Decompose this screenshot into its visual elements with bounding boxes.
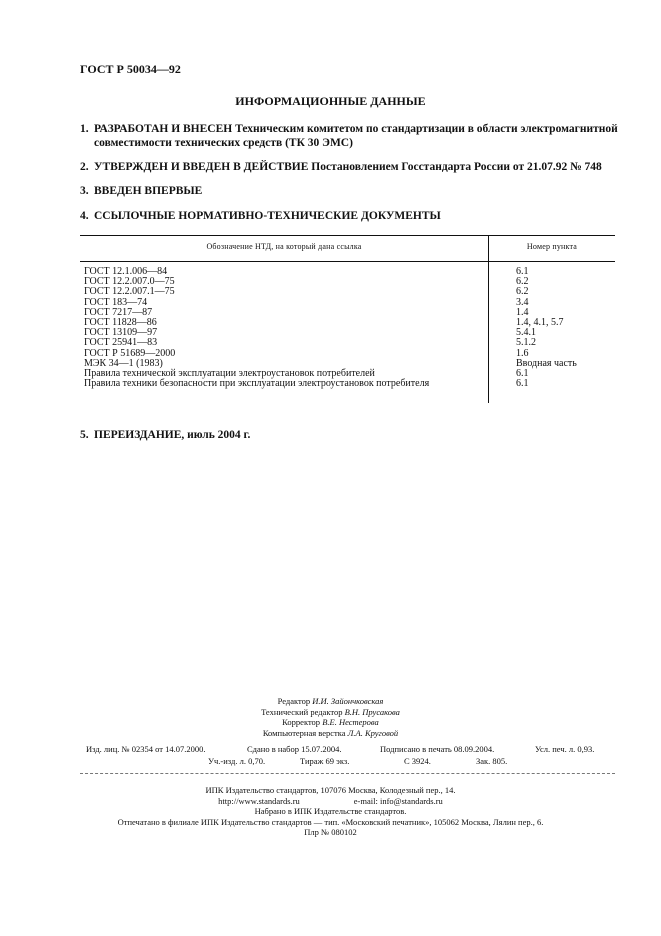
table-cell-designation: ГОСТ 13109—97 xyxy=(84,327,158,339)
info-item-2 xyxy=(80,160,620,174)
table-row xyxy=(84,298,615,308)
table-cell-clause: 5.1.2 xyxy=(516,337,536,349)
printed-note: Отпечатано в филиале ИПК Издательство стандартов — тип. «Московский печатник», 105062 Москва, Лялин пер., 6. xyxy=(117,816,544,827)
info-item-1 xyxy=(80,122,620,150)
item-number: 2. xyxy=(80,161,89,173)
credit-role: Корректор xyxy=(282,717,321,728)
pub-edition-sheets: Уч.-изд. л. 0,70. xyxy=(208,756,266,766)
pub-print-run: Тираж 69 экз. xyxy=(300,756,350,766)
table-cell-clause: 3.4 xyxy=(516,296,529,308)
pub-print-sheets: Усл. печ. л. 0,93. xyxy=(535,744,595,754)
item-lead: ССЫЛОЧНЫЕ НОРМАТИВНО-ТЕХНИЧЕСКИЕ ДОКУМЕНТЫ xyxy=(94,210,441,222)
table-cell-designation: ГОСТ 183—74 xyxy=(84,296,148,308)
document-code: ГОСТ Р 50034—92 xyxy=(80,62,181,76)
table-row xyxy=(84,338,615,348)
reference-table-body xyxy=(84,267,615,389)
table-cell-clause: 6.1 xyxy=(516,367,529,379)
table-cell-designation: ГОСТ 7217—87 xyxy=(84,306,153,318)
credit-tech-editor xyxy=(0,707,661,718)
pub-license: Изд. лиц. № 02354 от 14.07.2000. xyxy=(86,744,206,754)
item-lead: ВВЕДЕН ВПЕРВЫЕ xyxy=(94,185,203,197)
table-cell-clause: 1.4 xyxy=(516,306,529,318)
table-cell-designation: ГОСТ 11828—86 xyxy=(84,316,157,328)
credit-role: Редактор xyxy=(277,696,311,706)
table-cell-clause: 5.4.1 xyxy=(516,327,536,339)
credit-person: В.Е. Нестерова xyxy=(322,717,379,728)
table-header-rule xyxy=(80,261,615,262)
info-item-4 xyxy=(80,209,620,223)
credit-layout xyxy=(0,728,661,739)
credit-person: И.И. Зайончковская xyxy=(312,696,384,706)
pub-typeset-date: Сдано в набор 15.07.2004. xyxy=(247,744,342,754)
table-cell-clause: 6.2 xyxy=(516,286,529,298)
table-row xyxy=(84,379,615,389)
item-number: 4. xyxy=(80,210,89,222)
table-cell-designation: ГОСТ 12.2.007.1—75 xyxy=(84,286,175,298)
info-item-5 xyxy=(80,428,620,442)
table-cell-clause: Вводная часть xyxy=(516,357,577,369)
item-lead: ПЕРЕИЗДАНИЕ, июль 2004 г. xyxy=(94,429,251,441)
table-cell-designation: Правила техники безопасности при эксплуатации электроустановок потребителя xyxy=(84,378,430,390)
item-lead: РАЗРАБОТАН И ВНЕСЕН xyxy=(94,123,233,135)
table-cell-designation: ГОСТ Р 51689—2000 xyxy=(84,347,176,359)
pub-order: Зак. 805. xyxy=(476,756,508,766)
publisher-contacts xyxy=(0,796,661,807)
info-item-3 xyxy=(80,184,620,198)
table-cell-clause: 6.2 xyxy=(516,276,529,288)
publisher-address: ИПК Издательство стандартов, 107076 Москва, Колодезный пер., 14. xyxy=(205,785,456,795)
table-cell-designation: Правила технической эксплуатации электроустановок потребителей xyxy=(84,367,375,379)
pub-code: С 3924. xyxy=(404,756,431,766)
table-cell-clause: 1.4, 4.1, 5.7 xyxy=(516,316,564,328)
publisher-website: http://www.standards.ru xyxy=(218,795,300,806)
item-text: Постановлением Госстандарта России от 21.07.92 № 748 xyxy=(311,161,602,173)
credit-proofreader xyxy=(0,717,661,728)
credit-role: Технический редактор xyxy=(261,706,343,717)
table-cell-designation: ГОСТ 12.1.006—84 xyxy=(84,266,168,277)
dashed-divider xyxy=(80,773,615,774)
table-cell-designation: ГОСТ 12.2.007.0—75 xyxy=(84,276,175,288)
table-cell-clause: 6.1 xyxy=(516,378,529,390)
typeset-note: Набрано в ИПК Издательстве стандартов. xyxy=(254,806,407,816)
item-text: Техническим комитетом по стандартизации в области электромагнитной совместимости технических средств (ТК 30 ЭМС) xyxy=(94,123,618,149)
table-cell-clause: 1.6 xyxy=(516,347,529,359)
printing-license: Плр № 080102 xyxy=(304,827,357,837)
pub-signed-date: Подписано в печать 08.09.2004. xyxy=(380,744,495,754)
item-number: 1. xyxy=(80,123,89,135)
item-number: 5. xyxy=(80,429,89,441)
credit-person: Л.А. Круговой xyxy=(347,727,399,738)
table-header-designation: Обозначение НТД, на который дана ссылка xyxy=(206,242,362,251)
publisher-footer xyxy=(0,785,661,838)
credit-role: Компьютерная верстка xyxy=(262,727,346,738)
credit-person: В.Н. Прусакова xyxy=(344,706,400,717)
table-cell-clause: 6.1 xyxy=(516,266,529,277)
credit-editor xyxy=(0,696,661,707)
item-number: 3. xyxy=(80,185,89,197)
table-header-clause: Номер пункта xyxy=(526,242,578,251)
table-row xyxy=(84,287,615,297)
table-cell-designation: ГОСТ 25941—83 xyxy=(84,337,158,349)
table-cell-designation: МЭК 34—1 (1983) xyxy=(84,357,163,369)
table-top-rule xyxy=(80,235,615,236)
credits-block xyxy=(0,696,661,738)
item-lead: УТВЕРЖДЕН И ВВЕДЕН В ДЕЙСТВИЕ xyxy=(94,161,309,173)
publisher-email: e-mail: info@standards.ru xyxy=(353,795,443,806)
section-title: ИНФОРМАЦИОННЫЕ ДАННЫЕ xyxy=(235,94,426,108)
